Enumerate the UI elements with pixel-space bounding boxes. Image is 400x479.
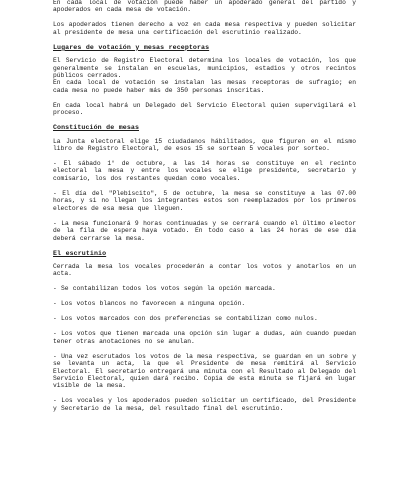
section2-paragraph-1: La Junta electoral elige 15 ciudadanos hábilitados, que figuren en el mismo libro de Registro Electoral, de esos 15 se sortean 5 vocales por sorteo. [53, 137, 356, 153]
section-heading-escrutinio: El escrutinio [53, 249, 107, 257]
section1-paragraph-3: En cada local habrá un Delegado del Servicio Electoral quien supervigilará el proceso. [53, 101, 356, 117]
section3-paragraph-2: - Se contabilizan todos los votos según la opción marcada. [53, 285, 276, 293]
section2-paragraph-4: - La mesa funcionará 9 horas continuadas y se cerrará cuando el último elector de la fila de espera haya votado. En todo caso a las 24 horas de ese día deberá cerrarse la mesa. [53, 219, 356, 242]
section3-paragraph-3: - Los votos blancos no favorecen a ninguna opción. [53, 300, 246, 308]
intro-paragraph-2: Los apoderados tienen derecho a voz en cada mesa respectiva y pueden solicitar al presidente de mesa una certificación del escrutinio realizado. [53, 21, 356, 36]
section2-paragraph-2: - El sábado 1° de octubre, a las 14 horas se constituye en el recinto electoral la mesa y entre los vocales se elige presidente, secretario y comisario, los dos restantes quedan como vocales. [53, 160, 356, 182]
section1-paragraph-2: En cada local de votación se instalan las mesas receptoras de sufragio; en cada mesa no puede haber más de 350 personas inscritas. [53, 79, 356, 94]
section2-paragraph-3: - El día del "Plebiscito", 5 de octubre, la mesa se constituye a las 07.00 horas, y si no llegan los integrantes estos son reemplazados por los primeros electores de esa mesa que lleguen. [53, 189, 356, 212]
section-heading-lugares: Lugares de votación y mesas receptoras [53, 43, 210, 51]
section3-paragraph-1: Cerrada la mesa los vocales procederán a contar los votos y anotarlos en un acta. [53, 262, 356, 278]
section-heading-constitucion: Constitución de mesas [53, 124, 139, 132]
section3-paragraph-5: - Los votos que tienen marcada una opción sin lugar a dudas, aún cuando puedan tener otras anotaciones no se anulan. [53, 330, 356, 345]
section1-paragraph-1: El Servicio de Registro Electoral determina los locales de votación, los que generalmente se instalan en escuelas, municipios, estadios y otros recintos públicos cerrados. [53, 57, 356, 80]
section3-paragraph-6: - Una vez escrutados los votos de la mesa respectiva, se guardan en un sobre y se levanta un acta, la que el Presidente de mesa remitirá al Servicio Electoral. El secretario entregará una minuta con el Resultado al Delegado del Servicio Electoral, quien dará recibo. Copia de esta minuta se fijará en lugar visible de la mesa. [53, 352, 356, 390]
section3-paragraph-7: - Los vocales y los apoderados pueden solicitar un certificado, del Presidente y Secretario de la mesa, del resultado final del escrutinio. [53, 397, 356, 412]
intro-paragraph-1: En cada local de votación puede haber un apoderado general del partido y apoderados en cada mesa de votación. [53, 0, 356, 14]
section3-paragraph-4: - Los votos marcados con dos preferencias se contabilizan como nulos. [53, 315, 318, 323]
